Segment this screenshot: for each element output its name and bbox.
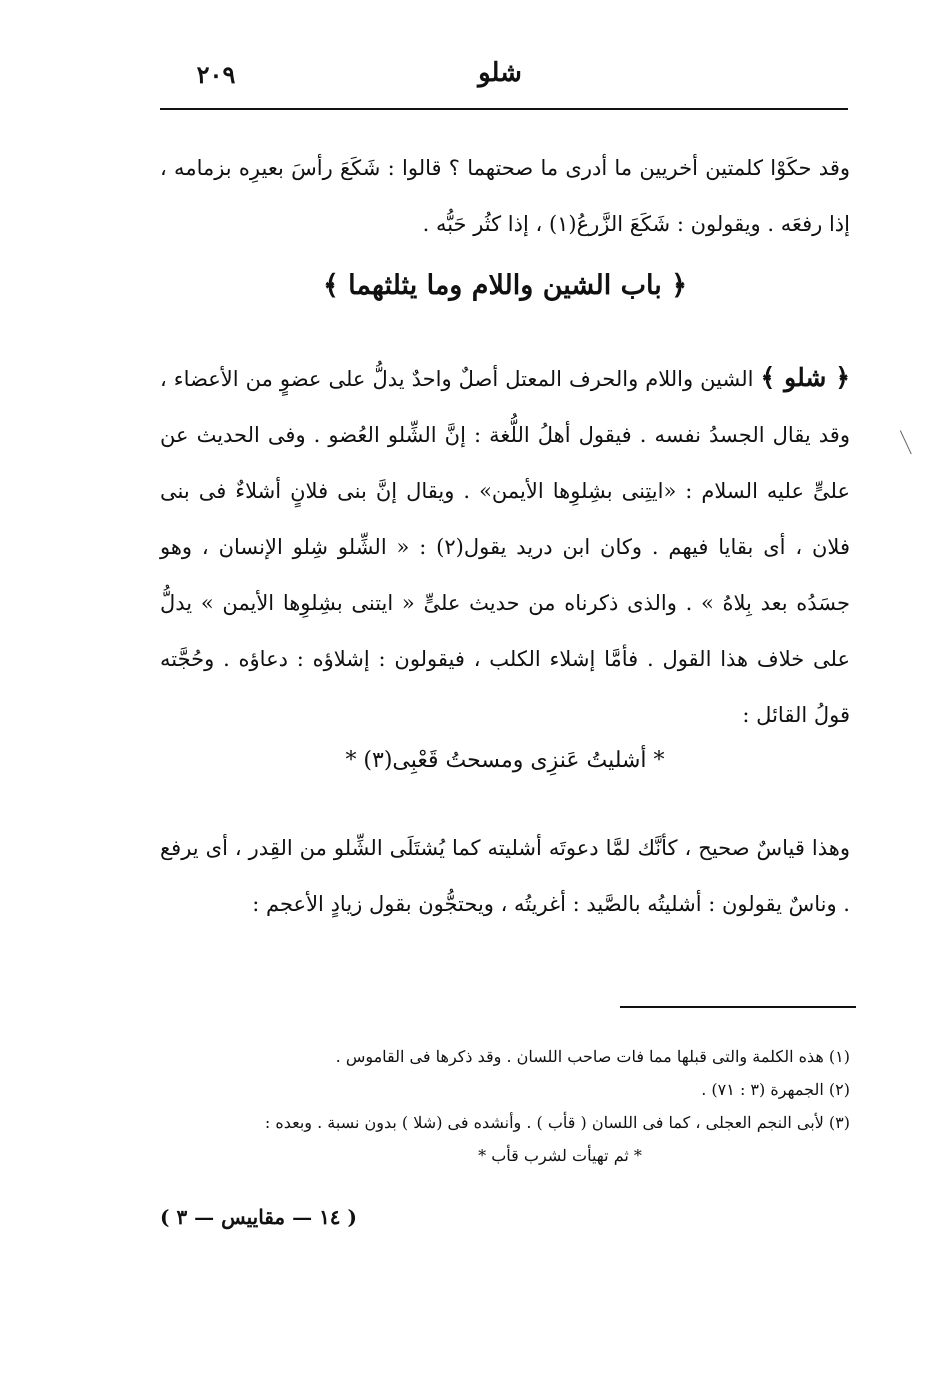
top-paragraph <box>160 140 850 252</box>
signature-mark: ( ١٤ — مقاييس — ٣ ) <box>160 1205 357 1229</box>
header-rule <box>160 108 848 110</box>
footnote-3: (٣) لأبى النجم العجلى ، كما فى اللسان ( قأب ) . وأنشده فى (شلا ) بدون نسبة . وبعده : <box>264 1113 850 1132</box>
footnote-1: (١) هذه الكلمة والتى قبلها مما فات صاحب اللسان . وقد ذكرها فى القاموس . <box>335 1047 850 1066</box>
footnotes <box>150 1040 850 1172</box>
footnote-2: (٢) الجمهرة (٣ : ٧١) . <box>701 1080 850 1099</box>
page-number: ٢٠٩ <box>196 60 236 89</box>
margin-mark <box>900 428 917 455</box>
entry-headword: ﴿ شلو ﴾ <box>760 363 851 392</box>
running-header-word: شلو <box>478 58 522 88</box>
quoted-verse: * أشليتُ عَنزِى ومسحتُ قَعْبِى(٣) * <box>345 748 665 773</box>
footnote-3-verse: * ثم تهيأت لشرب قأب * <box>478 1146 642 1165</box>
entry-body-text: الشين واللام والحرف المعتل أصلٌ واحدٌ يدلُّ على عضوٍ من الأعضاء ، وقد يقال الجسدُ نفسه . فيقول أهلُ اللُّغة : إنَّ الشِّلو العُضو . وفى الحديث عن علىٍّ عليه السلام : «ايتِنى بشِلوِها الأيمن» . ويقال إنَّ بنى فلانٍ أشلاءٌ فى بنى فلان ، أى بقايا فيهم . وكان ابن دريد يقول(٢) : « الشِّلو شِلو الإنسان ، وهو جسَدُه بعد بِلاهُ » . والذى ذكرناه من حديث علىٍّ « ايتنى بشِلوِها الأيمن » يدلُّ على خلاف هذا القول . فأمَّا إشلاء الكلب ، فيقولون : إشلاؤه : دعاؤه . وحُجَّته قولُ القائل : <box>160 367 850 727</box>
footnote-rule <box>620 1006 856 1008</box>
entry-paragraph <box>160 350 850 743</box>
after-verse-text: وهذا قياسٌ صحيح ، كأنَّك لمَّا دعوتَه أشليته كما يُشتَلَى الشِّلو من القِدر ، أى يرفع . وناسٌ يقولون : أشليتُه بالصَّيد : أغريتُه ، ويحتجُّون بقول زيادٍ الأعجم : <box>160 836 850 916</box>
top-paragraph-text: وقد حكَوْا كلمتين أخريين ما أدرى ما صحتهما ؟ قالوا : شَكَعَ رأسَ بعيرِه بزمامه ، إذا رفعَه . ويقولون : شَكَعَ الزَّرعُ(١) ، إذا كثُر حَبُّه . <box>160 156 850 236</box>
section-heading: ﴿ باب الشين واللام وما يثلثهما ﴾ <box>322 270 688 301</box>
entry-paragraph-text <box>160 350 850 743</box>
after-verse-paragraph <box>160 820 850 932</box>
